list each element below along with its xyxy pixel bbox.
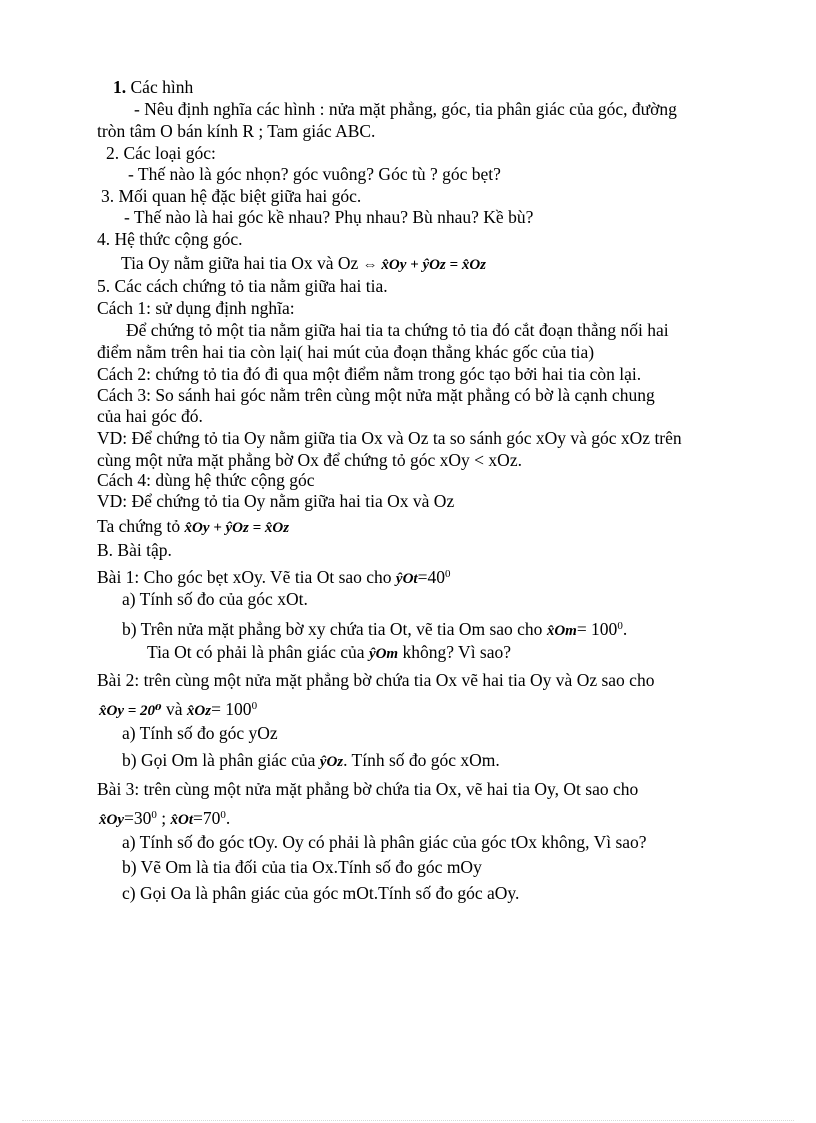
exercise-1-text: Bài 1: Cho góc bẹt xOy. Vẽ tia Ot sao cho bbox=[97, 567, 396, 587]
method-1-text-cont: điểm nằm trên hai tia còn lại( hai mút của đoạn thẳng khác gốc của tia) bbox=[97, 342, 595, 362]
section-1-question: - Nêu định nghĩa các hình : nửa mặt phẳng, góc, tia phân giác của góc, đường bbox=[134, 99, 677, 119]
angle-xOt-value: =70 bbox=[193, 808, 221, 828]
degree-sup: 0 bbox=[444, 568, 451, 580]
method-4-heading: Cách 4: dùng hệ thức cộng góc bbox=[97, 470, 315, 490]
method-2-text: Cách 2: chứng tỏ tia đó đi qua một điểm nằm trong góc tạo bởi hai tia còn lại. bbox=[97, 364, 642, 384]
example-4: VD: Để chứng tỏ tia Oy nằm giữa hai tia Ox và Oz bbox=[97, 491, 455, 511]
period: . bbox=[225, 808, 231, 828]
exercise-2-given bbox=[99, 695, 257, 722]
example-4-proof bbox=[97, 515, 289, 539]
exercise-1-a: a) Tính số đo của góc xOt. bbox=[122, 589, 308, 609]
question-end: không? Vì sao? bbox=[398, 642, 512, 662]
exercise-3-a: a) Tính số đo góc tOy. Oy có phải là phân giác của góc tOx không, Vì sao? bbox=[122, 832, 647, 852]
section-2-question: - Thế nào là góc nhọn? góc vuông? Góc tù ? góc bẹt? bbox=[128, 164, 501, 184]
degree-sup: 0 bbox=[151, 809, 157, 821]
section-4-heading: 4. Hệ thức cộng góc. bbox=[97, 229, 243, 249]
exercise-2-b-end: . Tính số đo góc xOm. bbox=[343, 750, 500, 770]
method-3-text: Cách 3: So sánh hai góc nằm trên cùng một nửa mặt phẳng có bờ là cạnh chung bbox=[97, 385, 655, 405]
angle-xOm-value: = 100 bbox=[576, 619, 618, 639]
angle-xOz: x̂Oz bbox=[186, 703, 212, 719]
exercise-3-b: b) Vẽ Om là tia đối của tia Ox.Tính số đo góc mOy bbox=[122, 857, 482, 877]
angle-addition-statement bbox=[121, 252, 486, 276]
separator: ; bbox=[156, 808, 171, 828]
question-text: Tia Ot có phải là phân giác của bbox=[147, 642, 369, 662]
exercise-3-given bbox=[99, 804, 230, 831]
degree-sup: 0 bbox=[251, 700, 258, 712]
part-b-heading: B. Bài tập. bbox=[97, 540, 172, 560]
angle-xOm: x̂Om bbox=[546, 623, 577, 639]
section-3-question: - Thế nào là hai góc kề nhau? Phụ nhau? Bù nhau? Kề bù? bbox=[124, 207, 534, 227]
proof-text: Ta chứng tỏ bbox=[97, 516, 185, 536]
method-1-heading: Cách 1: sử dụng định nghĩa: bbox=[97, 298, 295, 318]
section-5-heading: 5. Các cách chứng tỏ tia nằm giữa hai tia. bbox=[97, 276, 388, 296]
exercise-3-c: c) Gọi Oa là phân giác của góc mOt.Tính số đo góc aOy. bbox=[122, 883, 520, 903]
section-1-question-cont: tròn tâm O bán kính R ; Tam giác ABC. bbox=[97, 121, 376, 141]
degree-sup: 0 bbox=[617, 620, 623, 632]
angle-xOz-value: = 100 bbox=[211, 699, 252, 719]
example-3: VD: Để chứng tỏ tia Oy nằm giữa tia Ox và Oz ta so sánh góc xOy và góc xOz trên bbox=[97, 428, 682, 448]
exercise-1-b bbox=[122, 615, 627, 642]
page-bottom-divider bbox=[22, 1120, 794, 1121]
section-2-heading: 2. Các loại góc: bbox=[106, 143, 216, 163]
method-3-text-cont: của hai góc đó. bbox=[97, 406, 203, 426]
and-text: và bbox=[161, 699, 187, 719]
section-1-heading bbox=[113, 76, 193, 98]
angle-yOm: ŷOm bbox=[368, 646, 399, 662]
exercise-2-b-text: b) Gọi Om là phân giác của bbox=[122, 750, 320, 770]
method-1-text: Để chứng tỏ một tia nằm giữa hai tia ta chứng tỏ tia đó cắt đoạn thẳng nối hai bbox=[126, 320, 669, 340]
statement-text: Tia Oy nằm giữa hai tia Ox và Oz bbox=[121, 253, 363, 273]
section-1-number: 1. bbox=[113, 77, 127, 97]
exercise-1-b-question bbox=[147, 641, 511, 665]
angle-xOy-20: x̂Oy = 20⁰ bbox=[99, 703, 162, 719]
exercise-2-b bbox=[122, 749, 500, 773]
angle-xOt: x̂Ot bbox=[170, 812, 193, 828]
angle-yOt-value: =40 bbox=[417, 567, 445, 587]
degree-sup: 0 bbox=[220, 809, 226, 821]
angle-addition-formula: ⇔ x̂Oy + ŷOz = x̂Oz bbox=[362, 257, 486, 273]
angle-yOt: ŷOt bbox=[395, 571, 418, 587]
exercise-3: Bài 3: trên cùng một nửa mặt phẳng bờ chứa tia Ox, vẽ hai tia Oy, Ot sao cho bbox=[97, 779, 639, 799]
exercise-1-b-text: b) Trên nửa mặt phẳng bờ xy chứa tia Ot, vẽ tia Om sao cho bbox=[122, 619, 547, 639]
angle-xOy: x̂Oy bbox=[99, 812, 124, 828]
exercise-2: Bài 2: trên cùng một nửa mặt phẳng bờ chứa tia Ox vẽ hai tia Oy và Oz sao cho bbox=[97, 670, 655, 690]
angle-yOz: ŷOz bbox=[319, 754, 344, 770]
exercise-2-a: a) Tính số đo góc yOz bbox=[122, 723, 278, 743]
period: . bbox=[622, 619, 628, 639]
example-3-cont: cùng một nửa mặt phẳng bờ Ox để chứng tỏ góc xOy < xOz. bbox=[97, 450, 522, 470]
section-3-heading: 3. Mối quan hệ đặc biệt giữa hai góc. bbox=[101, 186, 362, 206]
angle-xOy-value: =30 bbox=[124, 808, 152, 828]
exercise-1 bbox=[97, 563, 450, 590]
section-1-title: Các hình bbox=[126, 77, 194, 97]
proof-formula: x̂Oy + ŷOz = x̂Oz bbox=[184, 520, 290, 536]
